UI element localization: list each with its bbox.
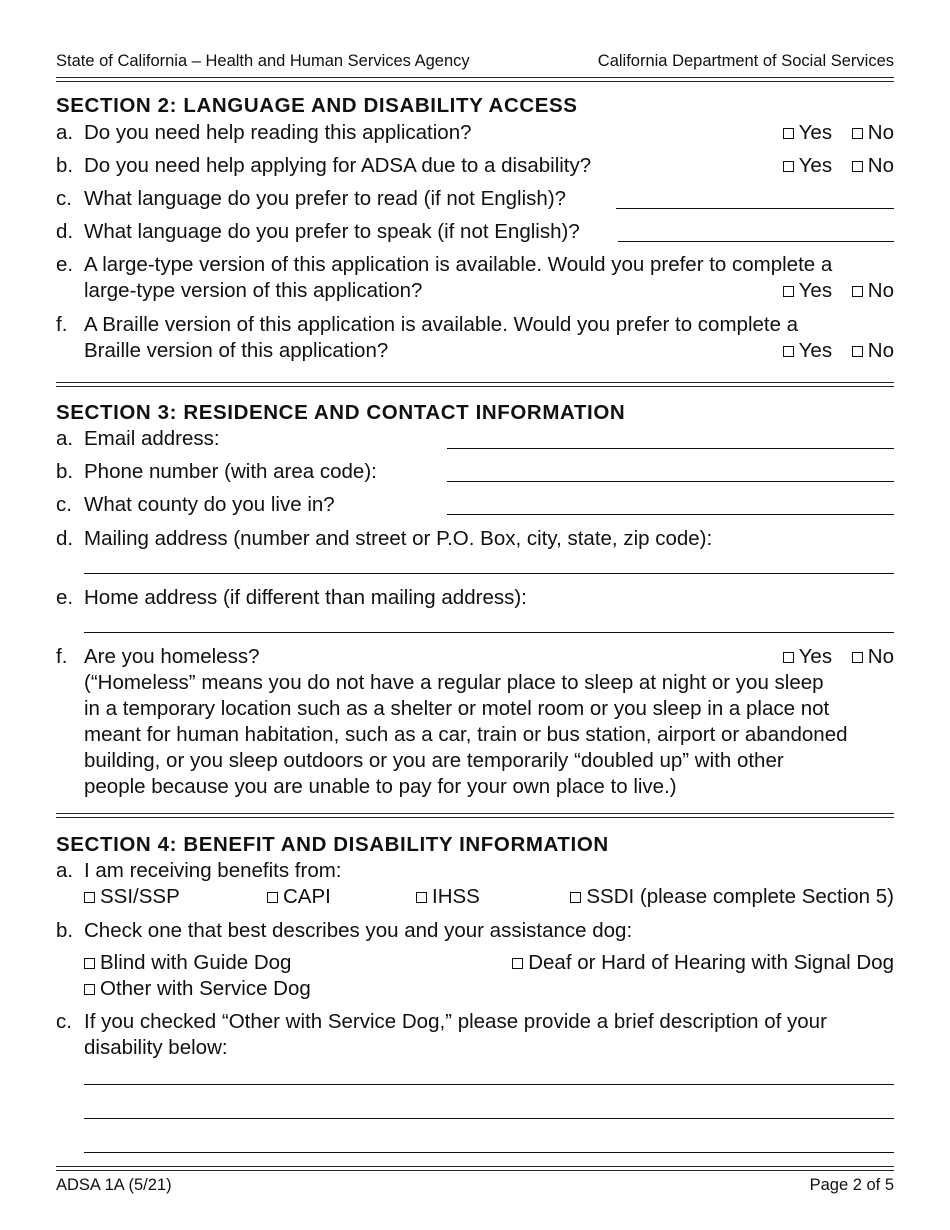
department-name: California Department of Social Services	[597, 52, 894, 70]
item-letter: a.	[56, 427, 74, 450]
yes-option[interactable]: Yes	[783, 154, 832, 177]
question-text: A Braille version of this application is available. Would you prefer to complete a	[84, 313, 799, 336]
no-option[interactable]: No	[852, 339, 894, 362]
question-text: Braille version of this application?	[84, 339, 389, 362]
item-letter: e.	[56, 586, 74, 609]
item-letter: c.	[56, 187, 72, 210]
no-option[interactable]: No	[852, 279, 894, 302]
dog-blind-guide[interactable]: Blind with Guide Dog	[84, 950, 291, 976]
page-header	[56, 52, 894, 71]
disability-description-line-1[interactable]	[84, 1084, 894, 1085]
yes-option[interactable]: Yes	[783, 645, 832, 668]
question-text: large-type version of this application?	[84, 279, 423, 302]
item-letter: c.	[56, 493, 72, 516]
item-letter: d.	[56, 527, 74, 550]
definition-line: in a temporary location such as a shelter or motel room or you sleep in a place not	[84, 697, 830, 720]
question-text: What language do you prefer to read (if not English)?	[84, 187, 567, 210]
section4-title: SECTION 4: BENEFIT AND DISABILITY INFORMATION	[56, 833, 609, 856]
county-field[interactable]	[447, 514, 894, 515]
checkbox-icon[interactable]	[783, 161, 794, 172]
question-text: If you checked “Other with Service Dog,” please provide a brief description of your	[84, 1010, 827, 1033]
yes-option[interactable]: Yes	[783, 121, 832, 144]
phone-field[interactable]	[447, 481, 894, 482]
homeless-definition	[84, 670, 896, 800]
question-text: Email address:	[84, 427, 220, 450]
question-text: Home address (if different than mailing address):	[84, 586, 527, 609]
benefit-ssi-ssp[interactable]: SSI/SSP	[84, 884, 180, 910]
item-letter: c.	[56, 1010, 72, 1033]
checkbox-icon[interactable]	[84, 892, 95, 903]
section3-title: SECTION 3: RESIDENCE AND CONTACT INFORMATION	[56, 401, 626, 424]
yes-option[interactable]: Yes	[783, 339, 832, 362]
item-letter: a.	[56, 121, 74, 144]
question-text: Mailing address (number and street or P.O. Box, city, state, zip code):	[84, 527, 713, 550]
question-text: disability below:	[84, 1036, 228, 1059]
benefit-ssdi[interactable]: SSDI (please complete Section 5)	[570, 884, 894, 910]
yes-no-group	[769, 153, 894, 179]
item-letter: d.	[56, 220, 74, 243]
item-letter: a.	[56, 859, 74, 882]
question-text: Are you homeless?	[84, 645, 260, 668]
question-text: Phone number (with area code):	[84, 460, 377, 483]
no-option[interactable]: No	[852, 121, 894, 144]
section-divider	[56, 813, 894, 818]
header-divider	[56, 77, 894, 82]
definition-line: meant for human habitation, such as a car, train or bus station, airport or abandoned	[84, 723, 848, 746]
question-text: Do you need help reading this application?	[84, 121, 472, 144]
question-text: A large-type version of this application is available. Would you prefer to complete a	[84, 253, 833, 276]
item-letter: b.	[56, 919, 74, 942]
definition-line: building, or you sleep outdoors or you are temporarily “doubled up” with other	[84, 749, 784, 772]
yes-no-group	[769, 338, 894, 364]
checkbox-icon[interactable]	[84, 958, 95, 969]
definition-line: people because you are unable to pay for your own place to live.)	[84, 775, 677, 798]
item-letter: f.	[56, 645, 68, 668]
yes-option[interactable]: Yes	[783, 279, 832, 302]
yes-no-group	[769, 644, 894, 670]
question-text: I am receiving benefits from:	[84, 859, 342, 882]
checkbox-icon[interactable]	[852, 652, 863, 663]
question-text: Check one that best describes you and your assistance dog:	[84, 919, 633, 942]
form-id: ADSA 1A (5/21)	[56, 1176, 172, 1194]
disability-description-line-3[interactable]	[84, 1152, 894, 1153]
checkbox-icon[interactable]	[852, 286, 863, 297]
no-option[interactable]: No	[852, 645, 894, 668]
section2-title: SECTION 2: LANGUAGE AND DISABILITY ACCESS	[56, 94, 578, 117]
checkbox-icon[interactable]	[267, 892, 278, 903]
checkbox-icon[interactable]	[570, 892, 581, 903]
question-text: What language do you prefer to speak (if not English)?	[84, 220, 580, 243]
checkbox-icon[interactable]	[783, 652, 794, 663]
checkbox-icon[interactable]	[852, 346, 863, 357]
definition-line: (“Homeless” means you do not have a regular place to sleep at night or you sleep	[84, 671, 824, 694]
page-footer	[56, 1176, 894, 1195]
item-letter: f.	[56, 313, 68, 336]
mailing-address-field[interactable]	[84, 573, 894, 574]
email-field[interactable]	[447, 448, 894, 449]
yes-no-group	[769, 278, 894, 304]
checkbox-icon[interactable]	[512, 958, 523, 969]
question-text: What county do you live in?	[84, 493, 335, 516]
item-letter: e.	[56, 253, 74, 276]
checkbox-icon[interactable]	[852, 128, 863, 139]
footer-divider	[56, 1166, 894, 1171]
read-language-field[interactable]	[616, 208, 894, 209]
no-option[interactable]: No	[852, 154, 894, 177]
checkbox-icon[interactable]	[783, 346, 794, 357]
checkbox-icon[interactable]	[416, 892, 427, 903]
question-text: Do you need help applying for ADSA due to a disability?	[84, 154, 592, 177]
yes-no-group	[769, 120, 894, 146]
checkbox-icon[interactable]	[783, 286, 794, 297]
benefit-capi[interactable]: CAPI	[267, 884, 331, 910]
speak-language-field[interactable]	[618, 241, 894, 242]
checkbox-icon[interactable]	[852, 161, 863, 172]
disability-description-line-2[interactable]	[84, 1118, 894, 1119]
benefit-ihss[interactable]: IHSS	[416, 884, 480, 910]
checkbox-icon[interactable]	[783, 128, 794, 139]
section-divider	[56, 382, 894, 387]
item-letter: b.	[56, 154, 74, 177]
dog-other-service[interactable]: Other with Service Dog	[84, 976, 311, 1002]
dog-deaf-signal[interactable]: Deaf or Hard of Hearing with Signal Dog	[512, 950, 894, 976]
checkbox-icon[interactable]	[84, 984, 95, 995]
agency-name: State of California – Health and Human Services Agency	[56, 52, 470, 70]
page-number: Page 2 of 5	[809, 1176, 894, 1194]
item-letter: b.	[56, 460, 74, 483]
home-address-field[interactable]	[84, 632, 894, 633]
